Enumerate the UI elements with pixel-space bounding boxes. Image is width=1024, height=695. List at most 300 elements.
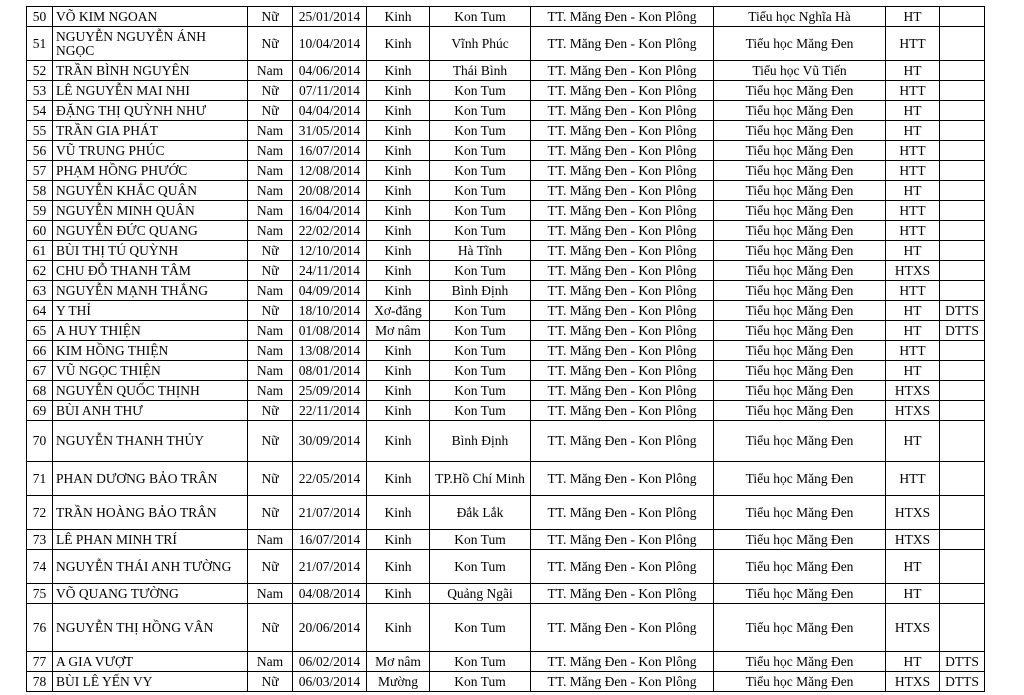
note bbox=[940, 584, 985, 604]
result: HT bbox=[886, 7, 940, 27]
table-row bbox=[27, 421, 985, 462]
birthplace: Kon Tum bbox=[430, 381, 531, 401]
date-of-birth: 10/04/2014 bbox=[293, 27, 367, 61]
row-number: 69 bbox=[27, 401, 53, 421]
note bbox=[940, 61, 985, 81]
address: TT. Măng Đen - Kon Plông bbox=[531, 381, 714, 401]
gender: Nữ bbox=[248, 462, 293, 496]
note bbox=[940, 161, 985, 181]
result: HTT bbox=[886, 281, 940, 301]
ethnicity: Kinh bbox=[367, 281, 430, 301]
birthplace: Kon Tum bbox=[430, 530, 531, 550]
school: Tiểu học Măng Đen bbox=[714, 101, 886, 121]
row-number: 71 bbox=[27, 462, 53, 496]
table-row bbox=[27, 530, 985, 550]
student-name: NGUYỄN NGUYỄN ÁNH NGỌC bbox=[53, 27, 248, 61]
date-of-birth: 08/01/2014 bbox=[293, 361, 367, 381]
ethnicity: Kinh bbox=[367, 201, 430, 221]
row-number: 58 bbox=[27, 181, 53, 201]
ethnicity: Kinh bbox=[367, 604, 430, 652]
gender: Nữ bbox=[248, 421, 293, 462]
student-name: NGUYỄN MINH QUÂN bbox=[53, 201, 248, 221]
date-of-birth: 21/07/2014 bbox=[293, 550, 367, 584]
row-number: 62 bbox=[27, 261, 53, 281]
ethnicity: Kinh bbox=[367, 61, 430, 81]
birthplace: Kon Tum bbox=[430, 141, 531, 161]
gender: Nam bbox=[248, 281, 293, 301]
address: TT. Măng Đen - Kon Plông bbox=[531, 401, 714, 421]
row-number: 75 bbox=[27, 584, 53, 604]
result: HT bbox=[886, 584, 940, 604]
birthplace: Bình Định bbox=[430, 421, 531, 462]
note: DTTS bbox=[940, 652, 985, 672]
date-of-birth: 31/05/2014 bbox=[293, 121, 367, 141]
gender: Nam bbox=[248, 361, 293, 381]
result: HT bbox=[886, 101, 940, 121]
date-of-birth: 16/07/2014 bbox=[293, 141, 367, 161]
row-number: 76 bbox=[27, 604, 53, 652]
note: DTTS bbox=[940, 301, 985, 321]
row-number: 65 bbox=[27, 321, 53, 341]
student-name: BÙI ANH THƯ bbox=[53, 401, 248, 421]
table-row bbox=[27, 584, 985, 604]
ethnicity: Mơ nâm bbox=[367, 652, 430, 672]
table-row bbox=[27, 161, 985, 181]
birthplace: Kon Tum bbox=[430, 81, 531, 101]
ethnicity: Kinh bbox=[367, 101, 430, 121]
table-row bbox=[27, 241, 985, 261]
address: TT. Măng Đen - Kon Plông bbox=[531, 241, 714, 261]
note bbox=[940, 381, 985, 401]
birthplace: Kon Tum bbox=[430, 652, 531, 672]
row-number: 73 bbox=[27, 530, 53, 550]
address: TT. Măng Đen - Kon Plông bbox=[531, 181, 714, 201]
ethnicity: Kinh bbox=[367, 361, 430, 381]
table-row bbox=[27, 7, 985, 27]
date-of-birth: 22/05/2014 bbox=[293, 462, 367, 496]
student-name: TRẦN GIA PHÁT bbox=[53, 121, 248, 141]
note bbox=[940, 462, 985, 496]
date-of-birth: 20/06/2014 bbox=[293, 604, 367, 652]
row-number: 59 bbox=[27, 201, 53, 221]
address: TT. Măng Đen - Kon Plông bbox=[531, 672, 714, 692]
school: Tiểu học Măng Đen bbox=[714, 27, 886, 61]
date-of-birth: 04/09/2014 bbox=[293, 281, 367, 301]
note bbox=[940, 181, 985, 201]
row-number: 57 bbox=[27, 161, 53, 181]
result: HT bbox=[886, 361, 940, 381]
row-number: 60 bbox=[27, 221, 53, 241]
address: TT. Măng Đen - Kon Plông bbox=[531, 530, 714, 550]
result: HTXS bbox=[886, 530, 940, 550]
school: Tiểu học Măng Đen bbox=[714, 301, 886, 321]
ethnicity: Kinh bbox=[367, 81, 430, 101]
row-number: 70 bbox=[27, 421, 53, 462]
table-row bbox=[27, 496, 985, 530]
student-name: Y THỈ bbox=[53, 301, 248, 321]
table-row bbox=[27, 301, 985, 321]
note bbox=[940, 361, 985, 381]
birthplace: Kon Tum bbox=[430, 161, 531, 181]
school: Tiểu học Măng Đen bbox=[714, 341, 886, 361]
result: HT bbox=[886, 652, 940, 672]
ethnicity: Kinh bbox=[367, 121, 430, 141]
row-number: 72 bbox=[27, 496, 53, 530]
school: Tiểu học Măng Đen bbox=[714, 652, 886, 672]
gender: Nữ bbox=[248, 550, 293, 584]
ethnicity: Mường bbox=[367, 672, 430, 692]
note bbox=[940, 604, 985, 652]
note bbox=[940, 101, 985, 121]
birthplace: Bình Định bbox=[430, 281, 531, 301]
birthplace: Kon Tum bbox=[430, 672, 531, 692]
birthplace: Kon Tum bbox=[430, 550, 531, 584]
ethnicity: Kinh bbox=[367, 181, 430, 201]
table-row bbox=[27, 462, 985, 496]
date-of-birth: 16/04/2014 bbox=[293, 201, 367, 221]
row-number: 51 bbox=[27, 27, 53, 61]
row-number: 78 bbox=[27, 672, 53, 692]
table-row bbox=[27, 221, 985, 241]
school: Tiểu học Măng Đen bbox=[714, 221, 886, 241]
result: HTXS bbox=[886, 496, 940, 530]
row-number: 53 bbox=[27, 81, 53, 101]
note bbox=[940, 496, 985, 530]
note bbox=[940, 341, 985, 361]
date-of-birth: 25/01/2014 bbox=[293, 7, 367, 27]
gender: Nam bbox=[248, 181, 293, 201]
address: TT. Măng Đen - Kon Plông bbox=[531, 301, 714, 321]
gender: Nam bbox=[248, 61, 293, 81]
note: DTTS bbox=[940, 672, 985, 692]
gender: Nam bbox=[248, 381, 293, 401]
date-of-birth: 04/06/2014 bbox=[293, 61, 367, 81]
student-name: TRẦN BÌNH NGUYÊN bbox=[53, 61, 248, 81]
note bbox=[940, 530, 985, 550]
ethnicity: Kinh bbox=[367, 27, 430, 61]
birthplace: Vĩnh Phúc bbox=[430, 27, 531, 61]
address: TT. Măng Đen - Kon Plông bbox=[531, 321, 714, 341]
birthplace: Kon Tum bbox=[430, 121, 531, 141]
result: HT bbox=[886, 321, 940, 341]
note bbox=[940, 421, 985, 462]
result: HTXS bbox=[886, 604, 940, 652]
school: Tiểu học Măng Đen bbox=[714, 261, 886, 281]
student-name: NGUYỄN THÁI ANH TƯỜNG bbox=[53, 550, 248, 584]
school: Tiểu học Măng Đen bbox=[714, 401, 886, 421]
address: TT. Măng Đen - Kon Plông bbox=[531, 550, 714, 584]
note bbox=[940, 550, 985, 584]
birthplace: Kon Tum bbox=[430, 604, 531, 652]
school: Tiểu học Măng Đen bbox=[714, 321, 886, 341]
date-of-birth: 30/09/2014 bbox=[293, 421, 367, 462]
birthplace: Kon Tum bbox=[430, 401, 531, 421]
result: HTT bbox=[886, 462, 940, 496]
student-name: VŨ TRUNG PHÚC bbox=[53, 141, 248, 161]
ethnicity: Kinh bbox=[367, 381, 430, 401]
note bbox=[940, 281, 985, 301]
school: Tiểu học Măng Đen bbox=[714, 81, 886, 101]
row-number: 66 bbox=[27, 341, 53, 361]
result: HTT bbox=[886, 221, 940, 241]
student-name: BÙI THỊ TÚ QUỲNH bbox=[53, 241, 248, 261]
gender: Nữ bbox=[248, 604, 293, 652]
student-name: VÕ KIM NGOAN bbox=[53, 7, 248, 27]
school: Tiểu học Măng Đen bbox=[714, 604, 886, 652]
address: TT. Măng Đen - Kon Plông bbox=[531, 421, 714, 462]
school: Tiểu học Măng Đen bbox=[714, 672, 886, 692]
gender: Nữ bbox=[248, 101, 293, 121]
birthplace: Hà Tĩnh bbox=[430, 241, 531, 261]
row-number: 56 bbox=[27, 141, 53, 161]
birthplace: Quảng Ngãi bbox=[430, 584, 531, 604]
date-of-birth: 18/10/2014 bbox=[293, 301, 367, 321]
student-name: LÊ PHAN MINH TRÍ bbox=[53, 530, 248, 550]
result: HTT bbox=[886, 81, 940, 101]
date-of-birth: 12/10/2014 bbox=[293, 241, 367, 261]
birthplace: Kon Tum bbox=[430, 341, 531, 361]
result: HTT bbox=[886, 161, 940, 181]
ethnicity: Kinh bbox=[367, 401, 430, 421]
address: TT. Măng Đen - Kon Plông bbox=[531, 221, 714, 241]
student-name: A GIA VƯỢT bbox=[53, 652, 248, 672]
birthplace: Kon Tum bbox=[430, 261, 531, 281]
student-name: TRẦN HOÀNG BẢO TRÂN bbox=[53, 496, 248, 530]
table-row bbox=[27, 672, 985, 692]
row-number: 55 bbox=[27, 121, 53, 141]
row-number: 52 bbox=[27, 61, 53, 81]
table-row bbox=[27, 201, 985, 221]
date-of-birth: 20/08/2014 bbox=[293, 181, 367, 201]
gender: Nữ bbox=[248, 496, 293, 530]
ethnicity: Mơ nâm bbox=[367, 321, 430, 341]
birthplace: Kon Tum bbox=[430, 201, 531, 221]
ethnicity: Kinh bbox=[367, 584, 430, 604]
student-name: PHAN DƯƠNG BẢO TRÂN bbox=[53, 462, 248, 496]
result: HTXS bbox=[886, 401, 940, 421]
ethnicity: Kinh bbox=[367, 421, 430, 462]
ethnicity: Kinh bbox=[367, 496, 430, 530]
gender: Nữ bbox=[248, 241, 293, 261]
school: Tiểu học Măng Đen bbox=[714, 550, 886, 584]
result: HT bbox=[886, 241, 940, 261]
row-number: 74 bbox=[27, 550, 53, 584]
date-of-birth: 04/04/2014 bbox=[293, 101, 367, 121]
note bbox=[940, 141, 985, 161]
birthplace: Kon Tum bbox=[430, 301, 531, 321]
birthplace: TP.Hồ Chí Minh bbox=[430, 462, 531, 496]
address: TT. Măng Đen - Kon Plông bbox=[531, 161, 714, 181]
table-row bbox=[27, 101, 985, 121]
student-name: NGUYỄN THANH THỦY bbox=[53, 421, 248, 462]
gender: Nam bbox=[248, 201, 293, 221]
gender: Nam bbox=[248, 121, 293, 141]
student-name: NGUYỄN THỊ HỒNG VÂN bbox=[53, 604, 248, 652]
row-number: 54 bbox=[27, 101, 53, 121]
address: TT. Măng Đen - Kon Plông bbox=[531, 462, 714, 496]
birthplace: Đắk Lắk bbox=[430, 496, 531, 530]
school: Tiểu học Măng Đen bbox=[714, 241, 886, 261]
result: HT bbox=[886, 421, 940, 462]
address: TT. Măng Đen - Kon Plông bbox=[531, 281, 714, 301]
school: Tiểu học Vũ Tiến bbox=[714, 61, 886, 81]
address: TT. Măng Đen - Kon Plông bbox=[531, 261, 714, 281]
table-row bbox=[27, 652, 985, 672]
gender: Nữ bbox=[248, 27, 293, 61]
note: DTTS bbox=[940, 321, 985, 341]
table-row bbox=[27, 121, 985, 141]
row-number: 63 bbox=[27, 281, 53, 301]
ethnicity: Xơ-đăng bbox=[367, 301, 430, 321]
student-name: PHẠM HỒNG PHƯỚC bbox=[53, 161, 248, 181]
birthplace: Kon Tum bbox=[430, 181, 531, 201]
ethnicity: Kinh bbox=[367, 241, 430, 261]
address: TT. Măng Đen - Kon Plông bbox=[531, 141, 714, 161]
ethnicity: Kinh bbox=[367, 7, 430, 27]
gender: Nam bbox=[248, 161, 293, 181]
result: HT bbox=[886, 301, 940, 321]
row-number: 61 bbox=[27, 241, 53, 261]
date-of-birth: 07/11/2014 bbox=[293, 81, 367, 101]
address: TT. Măng Đen - Kon Plông bbox=[531, 496, 714, 530]
birthplace: Kon Tum bbox=[430, 101, 531, 121]
row-number: 77 bbox=[27, 652, 53, 672]
address: TT. Măng Đen - Kon Plông bbox=[531, 201, 714, 221]
school: Tiểu học Măng Đen bbox=[714, 462, 886, 496]
note bbox=[940, 241, 985, 261]
school: Tiểu học Măng Đen bbox=[714, 281, 886, 301]
result: HTXS bbox=[886, 261, 940, 281]
ethnicity: Kinh bbox=[367, 550, 430, 584]
table-row bbox=[27, 27, 985, 61]
table-row bbox=[27, 550, 985, 584]
result: HTT bbox=[886, 141, 940, 161]
date-of-birth: 06/02/2014 bbox=[293, 652, 367, 672]
student-name: VŨ NGỌC THIỆN bbox=[53, 361, 248, 381]
date-of-birth: 16/07/2014 bbox=[293, 530, 367, 550]
result: HT bbox=[886, 121, 940, 141]
table-row bbox=[27, 141, 985, 161]
table-row bbox=[27, 281, 985, 301]
address: TT. Măng Đen - Kon Plông bbox=[531, 7, 714, 27]
gender: Nam bbox=[248, 530, 293, 550]
gender: Nam bbox=[248, 221, 293, 241]
table-row bbox=[27, 341, 985, 361]
date-of-birth: 24/11/2014 bbox=[293, 261, 367, 281]
student-name: VÕ QUANG TƯỜNG bbox=[53, 584, 248, 604]
gender: Nữ bbox=[248, 401, 293, 421]
table-row bbox=[27, 81, 985, 101]
address: TT. Măng Đen - Kon Plông bbox=[531, 61, 714, 81]
address: TT. Măng Đen - Kon Plông bbox=[531, 101, 714, 121]
student-rows bbox=[27, 7, 985, 692]
student-table bbox=[26, 6, 985, 692]
result: HTXS bbox=[886, 381, 940, 401]
row-number: 50 bbox=[27, 7, 53, 27]
school: Tiểu học Măng Đen bbox=[714, 496, 886, 530]
gender: Nữ bbox=[248, 261, 293, 281]
gender: Nam bbox=[248, 341, 293, 361]
note bbox=[940, 27, 985, 61]
note bbox=[940, 7, 985, 27]
school: Tiểu học Măng Đen bbox=[714, 121, 886, 141]
date-of-birth: 21/07/2014 bbox=[293, 496, 367, 530]
row-number: 67 bbox=[27, 361, 53, 381]
date-of-birth: 13/08/2014 bbox=[293, 341, 367, 361]
birthplace: Kon Tum bbox=[430, 221, 531, 241]
date-of-birth: 25/09/2014 bbox=[293, 381, 367, 401]
ethnicity: Kinh bbox=[367, 530, 430, 550]
note bbox=[940, 401, 985, 421]
birthplace: Kon Tum bbox=[430, 321, 531, 341]
table-row bbox=[27, 381, 985, 401]
gender: Nữ bbox=[248, 7, 293, 27]
student-name: KIM HỒNG THIỆN bbox=[53, 341, 248, 361]
date-of-birth: 22/11/2014 bbox=[293, 401, 367, 421]
student-name: NGUYỄN KHẮC QUÂN bbox=[53, 181, 248, 201]
student-name: CHU ĐỖ THANH TÂM bbox=[53, 261, 248, 281]
address: TT. Măng Đen - Kon Plông bbox=[531, 27, 714, 61]
gender: Nam bbox=[248, 321, 293, 341]
row-number: 64 bbox=[27, 301, 53, 321]
table-row bbox=[27, 604, 985, 652]
note bbox=[940, 221, 985, 241]
result: HTT bbox=[886, 27, 940, 61]
result: HT bbox=[886, 550, 940, 584]
table-row bbox=[27, 361, 985, 381]
address: TT. Măng Đen - Kon Plông bbox=[531, 584, 714, 604]
note bbox=[940, 81, 985, 101]
student-name: NGUYỄN QUỐC THỊNH bbox=[53, 381, 248, 401]
table-row bbox=[27, 181, 985, 201]
school: Tiểu học Măng Đen bbox=[714, 381, 886, 401]
school: Tiểu học Măng Đen bbox=[714, 584, 886, 604]
result: HTT bbox=[886, 201, 940, 221]
student-name: ĐẶNG THỊ QUỲNH NHƯ bbox=[53, 101, 248, 121]
gender: Nữ bbox=[248, 672, 293, 692]
gender: Nữ bbox=[248, 81, 293, 101]
ethnicity: Kinh bbox=[367, 462, 430, 496]
row-number: 68 bbox=[27, 381, 53, 401]
date-of-birth: 06/03/2014 bbox=[293, 672, 367, 692]
ethnicity: Kinh bbox=[367, 141, 430, 161]
date-of-birth: 22/02/2014 bbox=[293, 221, 367, 241]
gender: Nam bbox=[248, 141, 293, 161]
ethnicity: Kinh bbox=[367, 261, 430, 281]
address: TT. Măng Đen - Kon Plông bbox=[531, 81, 714, 101]
school: Tiểu học Măng Đen bbox=[714, 421, 886, 462]
gender: Nữ bbox=[248, 301, 293, 321]
ethnicity: Kinh bbox=[367, 341, 430, 361]
address: TT. Măng Đen - Kon Plông bbox=[531, 121, 714, 141]
result: HTT bbox=[886, 341, 940, 361]
note bbox=[940, 121, 985, 141]
school: Tiểu học Măng Đen bbox=[714, 141, 886, 161]
result: HTXS bbox=[886, 672, 940, 692]
date-of-birth: 01/08/2014 bbox=[293, 321, 367, 341]
school: Tiểu học Măng Đen bbox=[714, 161, 886, 181]
ethnicity: Kinh bbox=[367, 161, 430, 181]
school: Tiểu học Măng Đen bbox=[714, 201, 886, 221]
student-name: NGUYỄN ĐỨC QUANG bbox=[53, 221, 248, 241]
gender: Nam bbox=[248, 584, 293, 604]
school: Tiểu học Nghĩa Hà bbox=[714, 7, 886, 27]
gender: Nam bbox=[248, 652, 293, 672]
birthplace: Thái Bình bbox=[430, 61, 531, 81]
address: TT. Măng Đen - Kon Plông bbox=[531, 652, 714, 672]
result: HT bbox=[886, 181, 940, 201]
result: HT bbox=[886, 61, 940, 81]
